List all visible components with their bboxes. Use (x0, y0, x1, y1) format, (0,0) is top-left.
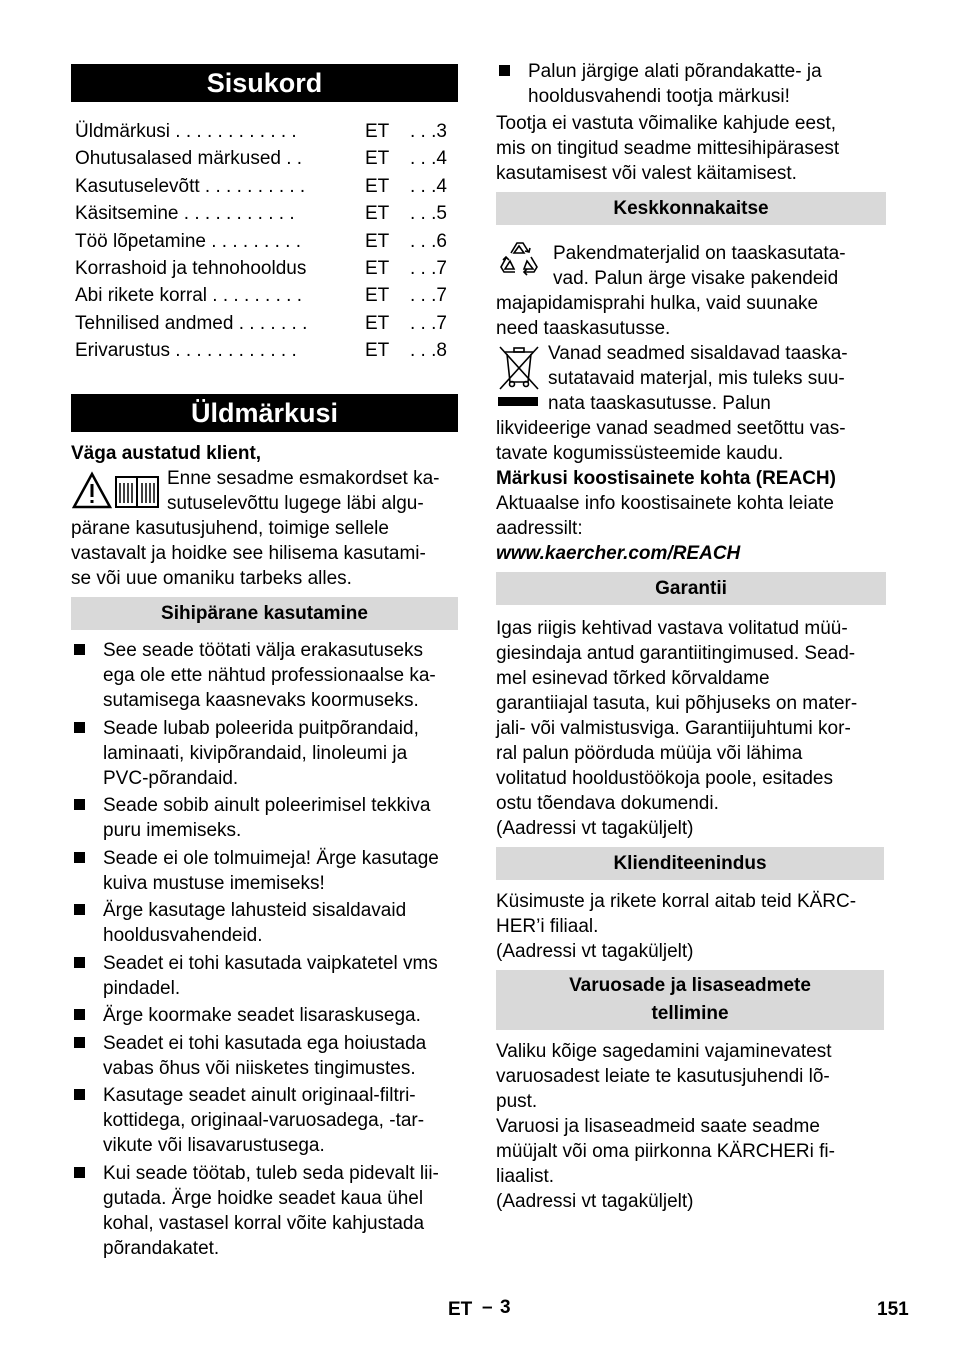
packaging-line: Pakendmaterjalid on taaskasutata- (553, 243, 846, 264)
toc-page: . . .4 (410, 148, 447, 170)
bullet-line: Seade ei ole tolmuimeja! Ärge kasutage (103, 847, 439, 869)
toc-row[interactable] (75, 119, 455, 144)
environment-heading: Keskkonnakaitse (496, 192, 886, 225)
toc-row[interactable] (75, 256, 455, 281)
parts-line: (Aadressi vt tagaküljelt) (496, 1191, 694, 1212)
parts-line: varuosadest leiate te kasutusjuhendi lõ- (496, 1066, 830, 1087)
toc-title: Käsitsemine . . . . . . . . . . . (75, 203, 295, 225)
intro-line: se või uue omaniku tarbeks alles. (71, 568, 352, 589)
page-number: 151 (877, 1299, 909, 1320)
bullet-line: PVC-põrandaid. (103, 767, 239, 789)
bullet-line: laminaati, kivipõrandaid, linoleumi ja (103, 742, 408, 764)
old-devices-line: nata taaskasutusse. Palun (548, 393, 771, 414)
crossed-bin-icon (497, 344, 541, 412)
bullet-square-icon (74, 1167, 85, 1178)
greeting: Väga austatud klient, (71, 443, 262, 464)
bullet-line: pindadel. (103, 977, 181, 999)
toc-heading: Sisukord (71, 64, 458, 102)
toc-row[interactable] (75, 338, 455, 363)
bullet-line: Seade lubab poleerida puitpõrandaid, (103, 717, 419, 739)
bullet-line: puru imemiseks. (103, 820, 242, 841)
service-heading: Klienditeenindus (496, 847, 884, 880)
bullet-line: Ärge kasutage lahusteid sisaldavaid (103, 900, 407, 921)
parts-heading-line: Varuosade ja lisaseadmete (569, 975, 811, 996)
toc-lang: ET (365, 340, 390, 362)
toc-lang: ET (365, 230, 390, 252)
packaging-line: need taaskasutusse. (496, 318, 671, 339)
toc-page: . . .7 (410, 285, 447, 307)
old-devices-line: tavate kogumissüsteemide kaudu. (496, 443, 784, 464)
reach-heading: Märkusi koostisainete kohta (REACH) (496, 468, 836, 489)
top-bullet-line: hooldusvahendi tootja märkusi! (528, 86, 790, 107)
bullet-square-icon (74, 722, 85, 733)
footer-dash: – (482, 1297, 493, 1318)
bullet-line: hooldusvahendeid. (103, 925, 263, 946)
toc-row[interactable] (75, 229, 455, 254)
parts-line: müüjalt või oma piirkonna KÄRCHERi fi- (496, 1141, 835, 1162)
warranty-line: garantiiajal tasuta, kui põhjuseks on mater- (496, 693, 858, 714)
warranty-line: giesindaja antud garantiitingimused. Sead- (496, 643, 856, 664)
bullet-square-icon (74, 852, 85, 863)
warranty-line: ostu tõendava dokumendi. (496, 793, 719, 814)
bullet-square-icon (74, 799, 85, 810)
warranty-line: jali- või valmistusviga. Garantiijuhtumi kor- (496, 718, 851, 739)
liability-line: kasutamisest või valest käitamisest. (496, 163, 797, 184)
liability-line: mis on tingitud seadme mittesihipärasest (496, 138, 840, 159)
toc-title: Ohutusalased märkused . . (75, 148, 303, 170)
footer-lang: ET (448, 1299, 473, 1320)
toc-title: Üldmärkusi . . . . . . . . . . . . (75, 121, 297, 142)
bullet-line: sutamisega kaasnevaks koormuseks. (103, 690, 419, 711)
warranty-line: mel esinevad tõrked kõrvaldame (496, 668, 770, 689)
toc-page: . . .5 (410, 203, 447, 225)
parts-line: Valiku kõige sagedamini vajaminevatest (496, 1041, 832, 1062)
bullet-line: kottidega, originaal-varuosadega, -tar- (103, 1110, 425, 1131)
toc-lang: ET (365, 121, 390, 142)
toc-title: Tehnilised andmed . . . . . . . (75, 312, 308, 334)
reach-line: Aktuaalse info koostisainete kohta leiate (496, 493, 834, 514)
toc-lang: ET (365, 285, 390, 307)
bullet-line: vikute või lisavarustusega. (103, 1135, 325, 1156)
bullet-square-icon (74, 1009, 85, 1020)
bullet-line: Ärge koormake seadet lisaraskusega. (103, 1005, 421, 1026)
intro-line: Enne sesadme esmakordset ka- (167, 468, 440, 489)
bullet-line: Kui seade töötab, tuleb seda pidevalt lii- (103, 1162, 439, 1184)
reach-line: aadressilt: (496, 518, 583, 539)
old-devices-line: Vanad seadmed sisaldavad taaska- (548, 343, 848, 364)
bullet-line: See seade töötati välja erakasutuseks (103, 640, 424, 661)
bullet-line: Seadet ei tohi kasutada ega hoiustada (103, 1032, 427, 1054)
toc-page: . . .3 (410, 121, 447, 142)
warranty-line: ral palun pöörduda müüja või lähima (496, 743, 803, 764)
footer-section-page: 3 (500, 1297, 511, 1318)
warranty-line: (Aadressi vt tagaküljelt) (496, 818, 694, 839)
intro-line: pärane kasutusjuhend, toimige sellele (71, 518, 389, 539)
liability-line: Tootja ei vastuta võimalike kahjude eest, (496, 113, 837, 134)
warning-triangle-icon (72, 471, 162, 511)
bullet-square-icon (74, 1089, 85, 1100)
toc-lang: ET (365, 148, 390, 170)
bullet-line: Seade sobib ainult poleerimisel tekkiva (103, 795, 431, 816)
toc-row[interactable] (75, 311, 455, 336)
old-devices-line: sutatavaid materjal, mis tuleks suu- (548, 368, 845, 389)
reach-url-link[interactable]: www.kaercher.com/REACH (496, 543, 741, 564)
toc-title: Kasutuselevõtt . . . . . . . . . . (75, 175, 306, 197)
bullet-square-icon (74, 957, 85, 968)
toc-page: . . .4 (410, 175, 447, 197)
general-heading: Üldmärkusi (71, 394, 458, 432)
toc-page: . . .8 (410, 340, 447, 362)
packaging-line: majapidamisprahi hulka, vaid suunake (496, 293, 819, 314)
bullet-line: vabas õhus või niisketes tingimustes. (103, 1057, 416, 1079)
service-line: Küsimuste ja rikete korral aitab teid KÄRC- (496, 891, 857, 912)
toc-lang: ET (365, 203, 390, 225)
bullet-line: kuiva mustuse imemiseks! (103, 872, 325, 894)
warranty-heading: Garantii (496, 572, 886, 605)
bullet-square-icon (499, 65, 510, 76)
toc-lang: ET (365, 258, 390, 279)
toc-row[interactable] (75, 146, 455, 171)
toc-lang: ET (365, 175, 390, 197)
toc-row[interactable] (75, 174, 455, 199)
parts-line: liaalist. (496, 1166, 555, 1187)
parts-heading (496, 970, 884, 1030)
toc-title: Töö lõpetamine . . . . . . . . . (75, 230, 301, 252)
service-line: HER’i filiaal. (496, 916, 599, 937)
intro-line: vastavalt ja hoidke see hilisema kasutami- (71, 543, 426, 564)
toc-page: . . .7 (410, 258, 447, 279)
toc-title: Erivarustus . . . . . . . . . . . . (75, 340, 297, 362)
bullet-line: gutada. Ärge hoidke seadet kaua ühel (103, 1187, 424, 1209)
toc-page: . . .6 (410, 230, 447, 252)
bullet-square-icon (74, 1037, 85, 1048)
manual-book-icon (116, 477, 158, 507)
warranty-line: volitatud hooldustöökoja poole, esitades (496, 768, 833, 789)
recycle-icon (497, 239, 541, 279)
parts-line: Varuosi ja lisaseadmeid saate seadme (496, 1116, 820, 1137)
bullet-line: kohal, vastasel korral võite kahjustada (103, 1212, 425, 1234)
toc-title: Abi rikete korral . . . . . . . . . (75, 285, 303, 307)
bullet-line: põrandakatet. (103, 1237, 220, 1259)
parts-line: pust. (496, 1091, 538, 1112)
toc-row[interactable] (75, 283, 455, 308)
toc-page: . . .7 (410, 312, 447, 334)
parts-heading-line: tellimine (651, 1003, 729, 1024)
bullet-line: ega ole ette nähtud professionaalse ka- (103, 665, 436, 686)
top-bullet-line: Palun järgige alati põrandakatte- ja (528, 61, 822, 82)
toc-title: Korrashoid ja tehnohooldus (75, 258, 307, 279)
intro-line: sutuselevõttu lugege läbi algu- (167, 493, 424, 514)
bullet-line: Seadet ei tohi kasutada vaipkatetel vms (103, 952, 438, 974)
toc-row[interactable] (75, 201, 455, 226)
service-line: (Aadressi vt tagaküljelt) (496, 941, 694, 962)
packaging-line: vad. Palun ärge visake pakendeid (553, 268, 839, 289)
bullet-square-icon (74, 904, 85, 915)
toc-lang: ET (365, 312, 390, 334)
bullet-line: Kasutage seadet ainult originaal-filtri- (103, 1085, 416, 1106)
warranty-line: Igas riigis kehtivad vastava volitatud müü- (496, 618, 848, 639)
old-devices-line: likvideerige vanad seadmed seetõttu vas- (496, 418, 846, 439)
bullet-square-icon (74, 644, 85, 655)
intended-use-heading: Sihipärane kasutamine (71, 597, 458, 630)
